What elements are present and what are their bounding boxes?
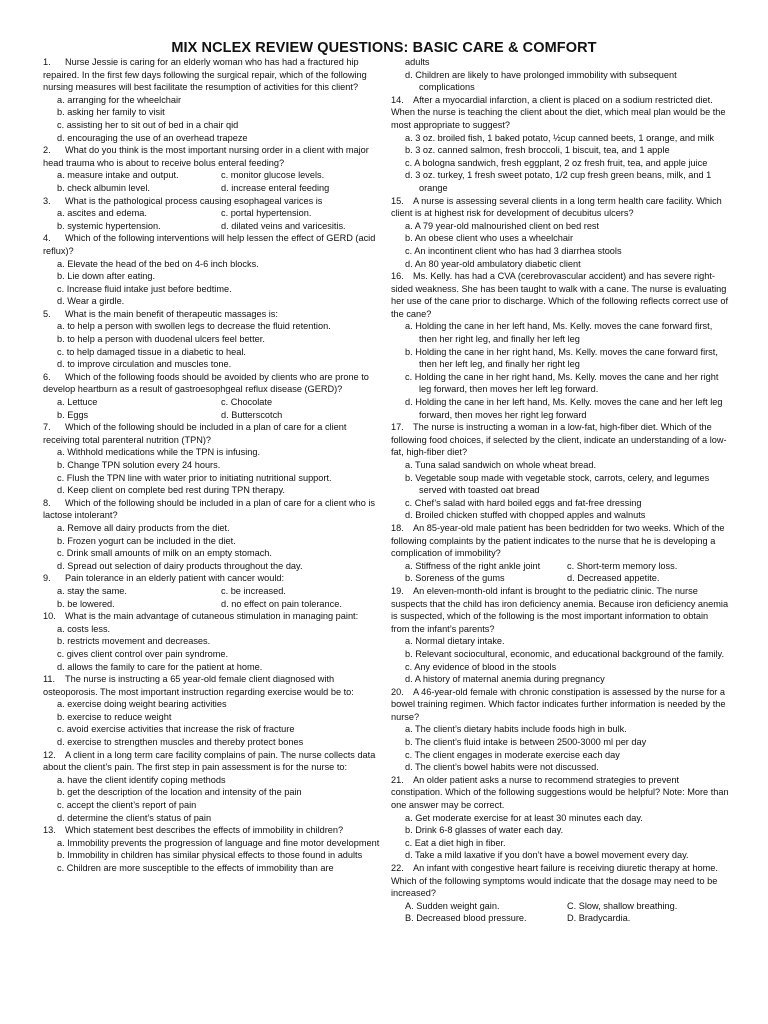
answer-options-list bbox=[43, 774, 385, 824]
question-block bbox=[391, 862, 729, 925]
answer-option: b. check albumin level. bbox=[57, 182, 150, 193]
answer-options-list bbox=[391, 220, 729, 270]
question-number: 18. bbox=[391, 522, 404, 533]
answer-option: C. Slow, shallow breathing. bbox=[567, 900, 678, 911]
question-stem bbox=[43, 308, 385, 321]
answer-options-grid bbox=[57, 169, 385, 194]
question-text: Which of the following foods should be avoided by clients who are prone to develop heartburn as a result of gastroesophgeal reflux disease (GERD)? bbox=[43, 371, 369, 395]
question-text: What is the pathological process causing esophageal varices is bbox=[65, 195, 323, 206]
question-stem bbox=[391, 774, 729, 812]
answer-option: d. Holding the cane in her left hand, Ms. Kelly. moves the cane and her left leg forward, then moves her right leg forward bbox=[405, 397, 723, 420]
question-stem bbox=[391, 270, 729, 320]
answer-option: b. 3 oz. canned salmon, fresh broccoli, 1 biscuit, tea, and 1 apple bbox=[405, 145, 670, 156]
answer-option: d. increase enteral feeding bbox=[221, 182, 330, 193]
question-block bbox=[43, 610, 385, 673]
answer-option: a. arranging for the wheelchair bbox=[57, 94, 182, 105]
answer-option: a. Withhold medications while the TPN is infusing. bbox=[57, 447, 261, 458]
question-number: 8. bbox=[43, 497, 51, 508]
answer-option: a. Elevate the head of the bed on 4-6 inch blocks. bbox=[57, 258, 259, 269]
answer-option: a. Lettuce bbox=[57, 397, 98, 408]
question-text: A nurse is assessing several clients in a long term health care facility. Which client is at highest risk for development of decubitus ulcers? bbox=[391, 195, 722, 219]
question-block bbox=[391, 421, 729, 522]
question-text: What do you think is the most important nursing order in a client with major head trauma who is about to receive bolus enteral feeding? bbox=[43, 145, 369, 168]
answer-option: d. Keep client on complete bed rest during TPN therapy. bbox=[57, 485, 285, 496]
answer-option: a. Remove all dairy products from the diet. bbox=[57, 522, 230, 533]
answer-options-list bbox=[43, 446, 385, 496]
answer-option: c. avoid exercise activities that increase the risk of fracture bbox=[57, 724, 295, 735]
question-text: What is the main advantage of cutaneous stimulation in managing paint: bbox=[65, 611, 359, 622]
answer-option: b. Holding the cane in her right hand, Ms. Kelly. moves the cane forward first, then her left leg, and finally her right leg bbox=[405, 346, 718, 370]
question-number: 20. bbox=[391, 686, 404, 697]
question-stem bbox=[43, 572, 385, 585]
question-block bbox=[391, 195, 729, 271]
answer-option: d. Children are likely to have prolonged immobility with subsequent complications bbox=[405, 69, 677, 93]
question-text: A client in a long term care facility complains of pain. The nurse collects data about the client’s pain. The first step in pain assessment is for the nurse to: bbox=[43, 749, 376, 773]
question-number: 3. bbox=[43, 195, 51, 206]
question-text: An eleven-month-old infant is brought to the pediatric clinic. The nurse suspects that the child has iron deficiency anemia. Because iron deficiency anemia is suspected, which of the following is the most important information to obtain from the infant’s parents? bbox=[391, 585, 729, 634]
question-block bbox=[43, 371, 385, 421]
question-number: 10. bbox=[43, 611, 56, 622]
question-number: 12. bbox=[43, 749, 56, 760]
question-block bbox=[43, 308, 385, 371]
answer-option: a. Tuna salad sandwich on whole wheat bread. bbox=[405, 460, 597, 470]
answer-option: D. Bradycardia. bbox=[567, 913, 631, 924]
answer-option: b. asking her family to visit bbox=[57, 107, 165, 118]
answer-option: d. Take a mild laxative if you don’t have a bowel movement every day. bbox=[405, 850, 689, 861]
question-block bbox=[43, 749, 385, 825]
question-stem bbox=[391, 94, 729, 132]
answer-option: c. accept the client’s report of pain bbox=[57, 800, 197, 811]
question-block bbox=[43, 572, 385, 610]
answer-option: c. be increased. bbox=[221, 585, 286, 596]
answer-option: a. stay the same. bbox=[57, 585, 127, 596]
answer-option: b. Relevant sociocultural, economic, and educational background of the family. bbox=[405, 648, 725, 659]
question-stem bbox=[43, 421, 385, 446]
answer-option: B. Decreased blood pressure. bbox=[405, 913, 527, 924]
question-stem bbox=[43, 673, 385, 698]
answer-option: c. Short-term memory loss. bbox=[567, 560, 678, 571]
answer-option: c. portal hypertension. bbox=[221, 208, 312, 219]
question-text: Which of the following interventions will help lessen the effect of GERD (acid reflux)? bbox=[43, 233, 376, 256]
answer-option: b. Eggs bbox=[57, 409, 89, 420]
answer-option: a. costs less. bbox=[57, 623, 111, 634]
question-text: What is the main benefit of therapeutic massages is: bbox=[65, 308, 278, 319]
answer-option: c. Chocolate bbox=[221, 397, 273, 408]
answer-option: b. be lowered. bbox=[57, 598, 115, 609]
question-text: Ms. Kelly. has had a CVA (cerebrovascular accident) and has severe right-sided weakness. She has been taught to walk with a cane. The nurse is evaluating her use of the cane prior to discharge. Which of the following reflects correct use of the cane? bbox=[391, 271, 729, 319]
answer-options-list bbox=[391, 132, 729, 195]
answer-option: b. systemic hypertension. bbox=[57, 220, 161, 231]
question-stem bbox=[43, 232, 385, 257]
question-number: 13. bbox=[43, 825, 56, 836]
question-text: Which of the following should be included in a plan of care for a client who is lactose intolerant? bbox=[43, 497, 376, 521]
question-block bbox=[43, 232, 385, 308]
answer-option: c. Children are more susceptible to the effects of immobility than are bbox=[57, 863, 334, 873]
question-text: The nurse is instructing a woman in a low-fat, high-fiber diet. Which of the following food choices, if selected by the client, indicate an understanding of a low-fat, high-fiber diet? bbox=[391, 422, 727, 458]
question-stem bbox=[43, 144, 385, 169]
question-number: 4. bbox=[43, 233, 51, 244]
question-number: 2. bbox=[43, 145, 51, 156]
answer-option: b. Lie down after eating. bbox=[57, 271, 156, 282]
answer-option: c. An incontinent client who has had 3 diarrhea stools bbox=[405, 245, 622, 256]
answer-option: adults bbox=[405, 57, 430, 67]
answer-option: d. Wear a girdle. bbox=[57, 296, 125, 307]
answer-option: a. A 79 year-old malnourished client on bed rest bbox=[405, 220, 600, 231]
question-text: After a myocardial infarction, a client is placed on a sodium restricted diet. When the nurse is teaching the client about the diet, which meal plan would be the most appropriate to suggest? bbox=[391, 94, 726, 130]
answer-option: a. Normal dietary intake. bbox=[405, 636, 505, 647]
answer-option: d. Broiled chicken stuffed with chopped apples and walnuts bbox=[405, 510, 646, 521]
question-number: 7. bbox=[43, 422, 51, 433]
question-stem bbox=[43, 195, 385, 208]
question-stem bbox=[43, 497, 385, 522]
answer-option: A. Sudden weight gain. bbox=[405, 900, 500, 911]
question-stem bbox=[43, 56, 385, 94]
answer-option: c. Chef’s salad with hard boiled eggs and fat-free dressing bbox=[405, 497, 642, 508]
answer-option: d. to improve circulation and muscles tone. bbox=[57, 359, 232, 370]
answer-option: d. A history of maternal anemia during pregnancy bbox=[405, 674, 605, 685]
answer-options-list bbox=[43, 258, 385, 308]
question-block bbox=[43, 824, 385, 874]
question-stem bbox=[391, 421, 729, 459]
answer-option: d. allows the family to care for the patient at home. bbox=[57, 661, 263, 672]
question-block bbox=[391, 522, 729, 585]
answer-option: d. exercise to strengthen muscles and thereby protect bones bbox=[57, 737, 304, 748]
answer-option: c. gives client control over pain syndrome. bbox=[57, 648, 229, 659]
answer-option: a. ascites and edema. bbox=[57, 208, 147, 219]
question-block bbox=[391, 94, 729, 195]
answer-option: a. Stiffness of the right ankle joint bbox=[405, 560, 541, 571]
answer-option: d. An 80 year-old ambulatory diabetic client bbox=[405, 258, 581, 269]
answer-option: b. to help a person with duodenal ulcers feel better. bbox=[57, 334, 265, 345]
answer-option: a. The client’s dietary habits include foods high in bulk. bbox=[405, 724, 627, 735]
answer-option: b. Change TPN solution every 24 hours. bbox=[57, 460, 221, 470]
answer-option: d. dilated veins and varicesitis. bbox=[221, 220, 346, 231]
question-number: 14. bbox=[391, 94, 404, 105]
question-number: 15. bbox=[391, 195, 404, 206]
answer-options-list bbox=[43, 94, 385, 144]
question-stem bbox=[391, 862, 729, 900]
question-stem bbox=[43, 749, 385, 774]
answer-options-list bbox=[43, 698, 385, 748]
question-block bbox=[391, 270, 729, 421]
question-block bbox=[43, 56, 385, 144]
answer-option: c. A bologna sandwich, fresh eggplant, 2 oz fresh fruit, tea, and apple juice bbox=[405, 157, 708, 168]
answer-options-list bbox=[43, 320, 385, 370]
answer-options-list bbox=[391, 723, 729, 773]
question-stem bbox=[43, 371, 385, 396]
question-number: 11. bbox=[43, 674, 56, 685]
question-block bbox=[43, 497, 385, 573]
answer-option: b. Vegetable soup made with vegetable stock, carrots, celery, and legumes served with toasted oat bread bbox=[405, 472, 710, 496]
question-block bbox=[43, 673, 385, 749]
question-number: 1. bbox=[43, 57, 51, 67]
question-stem bbox=[391, 585, 729, 635]
answer-option: b. The client’s fluid intake is between 2500-3000 ml per day bbox=[405, 737, 647, 748]
answer-option: c. assisting her to sit out of bed in a chair qid bbox=[57, 119, 239, 130]
question-block bbox=[391, 774, 729, 862]
question-block bbox=[43, 421, 385, 497]
question-text: Which statement best describes the effects of immobility in children? bbox=[65, 825, 344, 836]
answer-option: a. to help a person with swollen legs to decrease the fluid retention. bbox=[57, 321, 331, 332]
right-column bbox=[391, 56, 729, 925]
question-number: 17. bbox=[391, 422, 404, 433]
answer-options-list bbox=[391, 635, 729, 685]
question-text: Which of the following should be included in a plan of care for a client receiving total parenteral nutrition (TPN)? bbox=[43, 422, 347, 445]
answer-options-list bbox=[391, 812, 729, 862]
answer-option: a. 3 oz. broiled fish, 1 baked potato, ½cup canned beets, 1 orange, and milk bbox=[405, 132, 715, 143]
question-block bbox=[43, 144, 385, 194]
answer-options-list bbox=[391, 56, 729, 94]
question-stem bbox=[43, 610, 385, 623]
question-text: Nurse Jessie is caring for an elderly woman who has had a fractured hip repaired. In the first few days following the surgical repair, which of the following nursing measures will best facilitate the resumption of activities for this client? bbox=[43, 57, 367, 93]
answer-option: d. Spread out selection of dairy products throughout the day. bbox=[57, 560, 303, 571]
answer-option: d. The client’s bowel habits were not discussed. bbox=[405, 762, 599, 773]
answer-option: c. Drink small amounts of milk on an empty stomach. bbox=[57, 548, 272, 559]
answer-option: b. Soreness of the gums bbox=[405, 573, 505, 584]
question-text: An older patient asks a nurse to recommend strategies to prevent constipation. Which of the following suggestions would be helpful? Note: More than one answer may be correct. bbox=[391, 774, 729, 811]
answer-option: b. get the description of the location and intensity of the pain bbox=[57, 787, 302, 798]
question-block bbox=[391, 686, 729, 774]
answer-option: c. Any evidence of blood in the stools bbox=[405, 661, 557, 672]
answer-options-list bbox=[43, 522, 385, 572]
answer-option: d. determine the client’s status of pain bbox=[57, 812, 212, 823]
answer-option: d. no effect on pain tolerance. bbox=[221, 598, 342, 609]
answer-options-list bbox=[43, 837, 385, 875]
question-text: Pain tolerance in an elderly patient with cancer would: bbox=[65, 573, 285, 584]
answer-option: c. The client engages in moderate exercise each day bbox=[405, 749, 620, 760]
answer-options-grid bbox=[57, 585, 385, 610]
answer-options-list bbox=[391, 320, 729, 421]
answer-options-list bbox=[391, 459, 729, 522]
answer-option: d. encouraging the use of an overhead trapeze bbox=[57, 132, 248, 143]
left-column bbox=[43, 56, 385, 875]
page-title: MIX NCLEX REVIEW QUESTIONS: BASIC CARE & COMFORT bbox=[171, 40, 597, 56]
question-number: 19. bbox=[391, 585, 404, 596]
question-text: A 46-year-old female with chronic constipation is assessed by the nurse for a bowel training regimen. Which factor indicates further information is needed by the nurse? bbox=[391, 686, 726, 722]
answer-option: b. restricts movement and decreases. bbox=[57, 636, 211, 647]
question-number: 21. bbox=[391, 774, 404, 785]
answer-option: d. Decreased appetite. bbox=[567, 573, 660, 584]
answer-options-list bbox=[43, 623, 385, 673]
answer-option: b. Drink 6-8 glasses of water each day. bbox=[405, 825, 564, 836]
answer-option: c. Holding the cane in her right hand, Ms. Kelly. moves the cane and her right leg forward, then moves her left leg forward. bbox=[405, 371, 719, 395]
question-number: 16. bbox=[391, 271, 404, 282]
answer-options-grid bbox=[405, 560, 729, 585]
question-number: 6. bbox=[43, 371, 51, 382]
answer-option: a. Immobility prevents the progression of language and fine motor development bbox=[57, 837, 380, 848]
answer-option: b. An obese client who uses a wheelchair bbox=[405, 233, 574, 244]
answer-option: a. Get moderate exercise for at least 30 minutes each day. bbox=[405, 812, 643, 823]
question-text: An infant with congestive heart failure is receiving diuretic therapy at home. Which of the following symptoms would indicate that the dosage may need to be increased? bbox=[391, 863, 718, 899]
question-block bbox=[391, 585, 729, 686]
answer-option: a. measure intake and output. bbox=[57, 170, 179, 181]
question-number: 9. bbox=[43, 573, 51, 584]
question-stem bbox=[391, 195, 729, 220]
question-block bbox=[391, 56, 729, 94]
question-number: 22. bbox=[391, 863, 404, 873]
answer-option: b. Immobility in children has similar physical effects to those found in adults bbox=[57, 850, 363, 861]
answer-option: c. Eat a diet high in fiber. bbox=[405, 837, 506, 848]
question-stem bbox=[391, 686, 729, 724]
answer-option: c. Increase fluid intake just before bedtime. bbox=[57, 283, 232, 294]
answer-options-grid bbox=[405, 900, 729, 925]
answer-option: a. have the client identify coping methods bbox=[57, 774, 226, 785]
answer-option: d. 3 oz. turkey, 1 fresh sweet potato, 1/2 cup fresh green beans, milk, and 1 orange bbox=[405, 170, 712, 193]
answer-option: c. monitor glucose levels. bbox=[221, 170, 325, 181]
answer-option: b. exercise to reduce weight bbox=[57, 711, 172, 722]
question-stem bbox=[391, 522, 729, 560]
answer-option: b. Frozen yogurt can be included in the diet. bbox=[57, 535, 236, 546]
question-text: The nurse is instructing a 65 year-old female client diagnosed with osteoporosis. The most important instruction regarding exercise would be to: bbox=[43, 674, 354, 697]
question-stem bbox=[43, 824, 385, 837]
answer-options-grid bbox=[57, 207, 385, 232]
answer-option: d. Butterscotch bbox=[221, 409, 283, 420]
question-text: An 85-year-old male patient has been bedridden for two weeks. Which of the following complaints by the patient indicates to the nurse that he is developing a complication of immobility? bbox=[391, 522, 725, 559]
answer-option: a. Holding the cane in her left hand, Ms. Kelly. moves the cane forward first, then her right leg, and finally her left leg bbox=[405, 321, 713, 345]
question-number: 5. bbox=[43, 308, 51, 319]
answer-option: c. Flush the TPN line with water prior to initiating nutritional support. bbox=[57, 472, 332, 483]
question-block bbox=[43, 195, 385, 233]
answer-option: a. exercise doing weight bearing activities bbox=[57, 699, 227, 710]
answer-option: c. to help damaged tissue in a diabetic to heal. bbox=[57, 346, 246, 357]
answer-options-grid bbox=[57, 396, 385, 421]
